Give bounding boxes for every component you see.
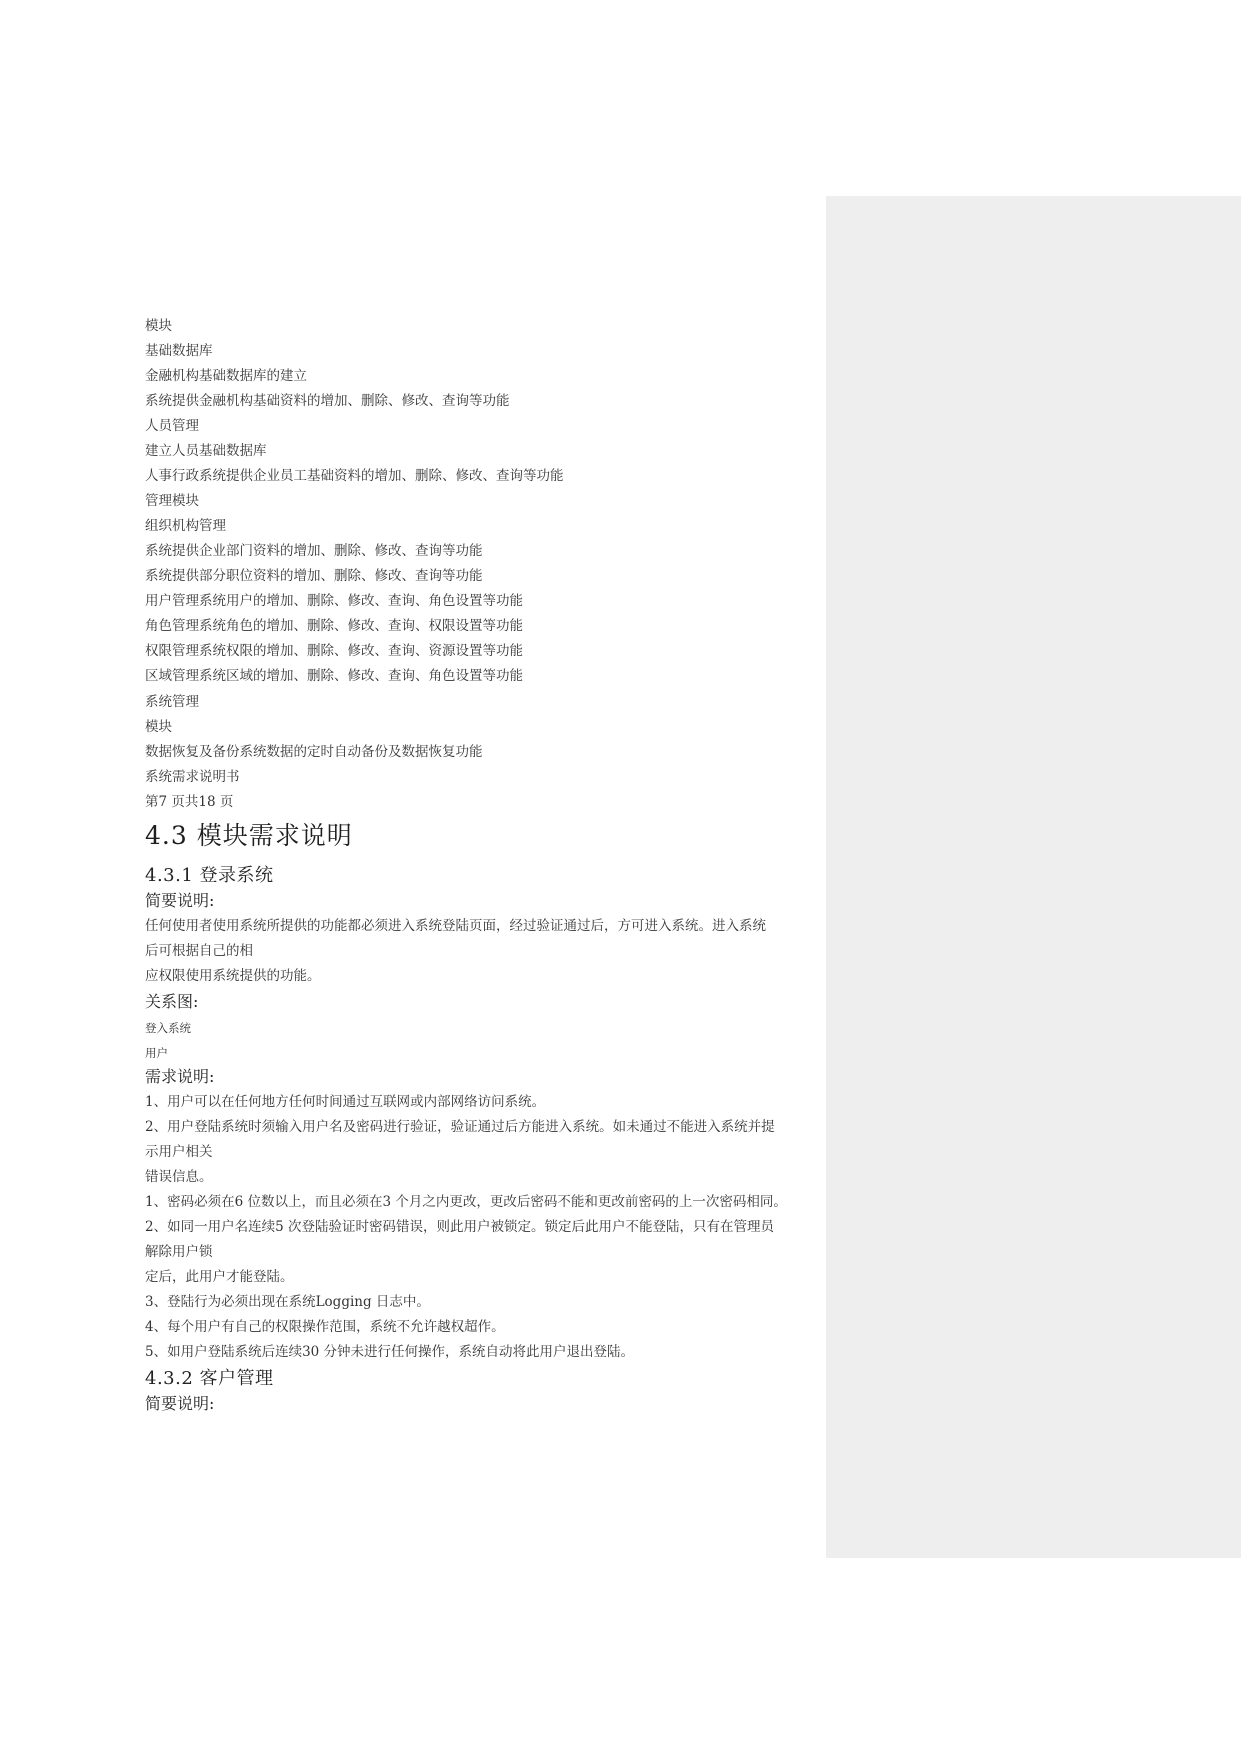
text-line: 系统需求说明书	[145, 769, 240, 785]
text-line: 角色管理系统角色的增加、删除、修改、查询、权限设置等功能	[145, 618, 523, 634]
brief-label: 简要说明:	[145, 1394, 215, 1413]
text-line: 解除用户锁	[145, 1244, 213, 1260]
text-line: 金融机构基础数据库的建立	[145, 368, 307, 384]
text-line: 权限管理系统权限的增加、删除、修改、查询、资源设置等功能	[145, 643, 523, 659]
brief-label: 简要说明:	[145, 891, 215, 910]
requirements-label: 需求说明:	[145, 1067, 215, 1086]
text-line: 管理模块	[145, 493, 199, 509]
relation-label: 关系图:	[145, 992, 199, 1011]
text-line: 3、登陆行为必须出现在系统Logging 日志中。	[145, 1294, 430, 1310]
text-line: 人员管理	[145, 418, 199, 434]
subsection-heading: 4.3.1 登录系统	[145, 865, 274, 886]
text-line: 任何使用者使用系统所提供的功能都必须进入系统登陆页面，经过验证通过后，方可进入系统。进入系统	[145, 918, 766, 934]
text-line: 组织机构管理	[145, 518, 226, 534]
text-line: 系统提供企业部门资料的增加、删除、修改、查询等功能	[145, 543, 483, 559]
text-line: 错误信息。	[145, 1169, 213, 1185]
text-line: 系统提供金融机构基础资料的增加、删除、修改、查询等功能	[145, 393, 510, 409]
text-line: 应权限使用系统提供的功能。	[145, 968, 321, 984]
text-line: 2、如同一用户名连续5 次登陆验证时密码错误，则此用户被锁定。锁定后此用户不能登陆，只有在管理员	[145, 1219, 774, 1235]
text-line: 基础数据库	[145, 343, 213, 359]
text-line: 建立人员基础数据库	[145, 443, 267, 459]
page-number-text: 第7 页共18 页	[145, 794, 234, 810]
comment-margin-pane	[826, 196, 1241, 1558]
text-line: 模块	[145, 318, 172, 334]
text-line: 区域管理系统区域的增加、删除、修改、查询、角色设置等功能	[145, 668, 523, 684]
text-line: 定后，此用户才能登陆。	[145, 1269, 294, 1285]
text-line: 后可根据自己的相	[145, 943, 253, 959]
relation-item: 用户	[145, 1046, 168, 1060]
text-line: 示用户相关	[145, 1144, 213, 1160]
text-line: 系统管理	[145, 694, 199, 710]
relation-item: 登入系统	[145, 1021, 191, 1035]
text-line: 数据恢复及备份系统数据的定时自动备份及数据恢复功能	[145, 744, 483, 760]
subsection-heading: 4.3.2 客户管理	[145, 1368, 274, 1389]
section-heading: 4.3 模块需求说明	[145, 821, 353, 850]
text-line: 用户管理系统用户的增加、删除、修改、查询、角色设置等功能	[145, 593, 523, 609]
text-line: 1、用户可以在任何地方任何时间通过互联网或内部网络访问系统。	[145, 1094, 546, 1110]
text-line: 模块	[145, 719, 172, 735]
text-line: 系统提供部分职位资料的增加、删除、修改、查询等功能	[145, 568, 483, 584]
text-line: 5、如用户登陆系统后连续30 分钟未进行任何操作，系统自动将此用户退出登陆。	[145, 1344, 635, 1360]
text-line: 人事行政系统提供企业员工基础资料的增加、删除、修改、查询等功能	[145, 468, 564, 484]
text-line: 1、密码必须在6 位数以上，而且必须在3 个月之内更改，更改后密码不能和更改前密码的上一次密码相同。	[145, 1194, 787, 1210]
text-line: 2、用户登陆系统时须输入用户名及密码进行验证，验证通过后方能进入系统。如未通过不能进入系统并提	[145, 1119, 775, 1135]
text-line: 4、每个用户有自己的权限操作范围，系统不允许越权超作。	[145, 1319, 505, 1335]
